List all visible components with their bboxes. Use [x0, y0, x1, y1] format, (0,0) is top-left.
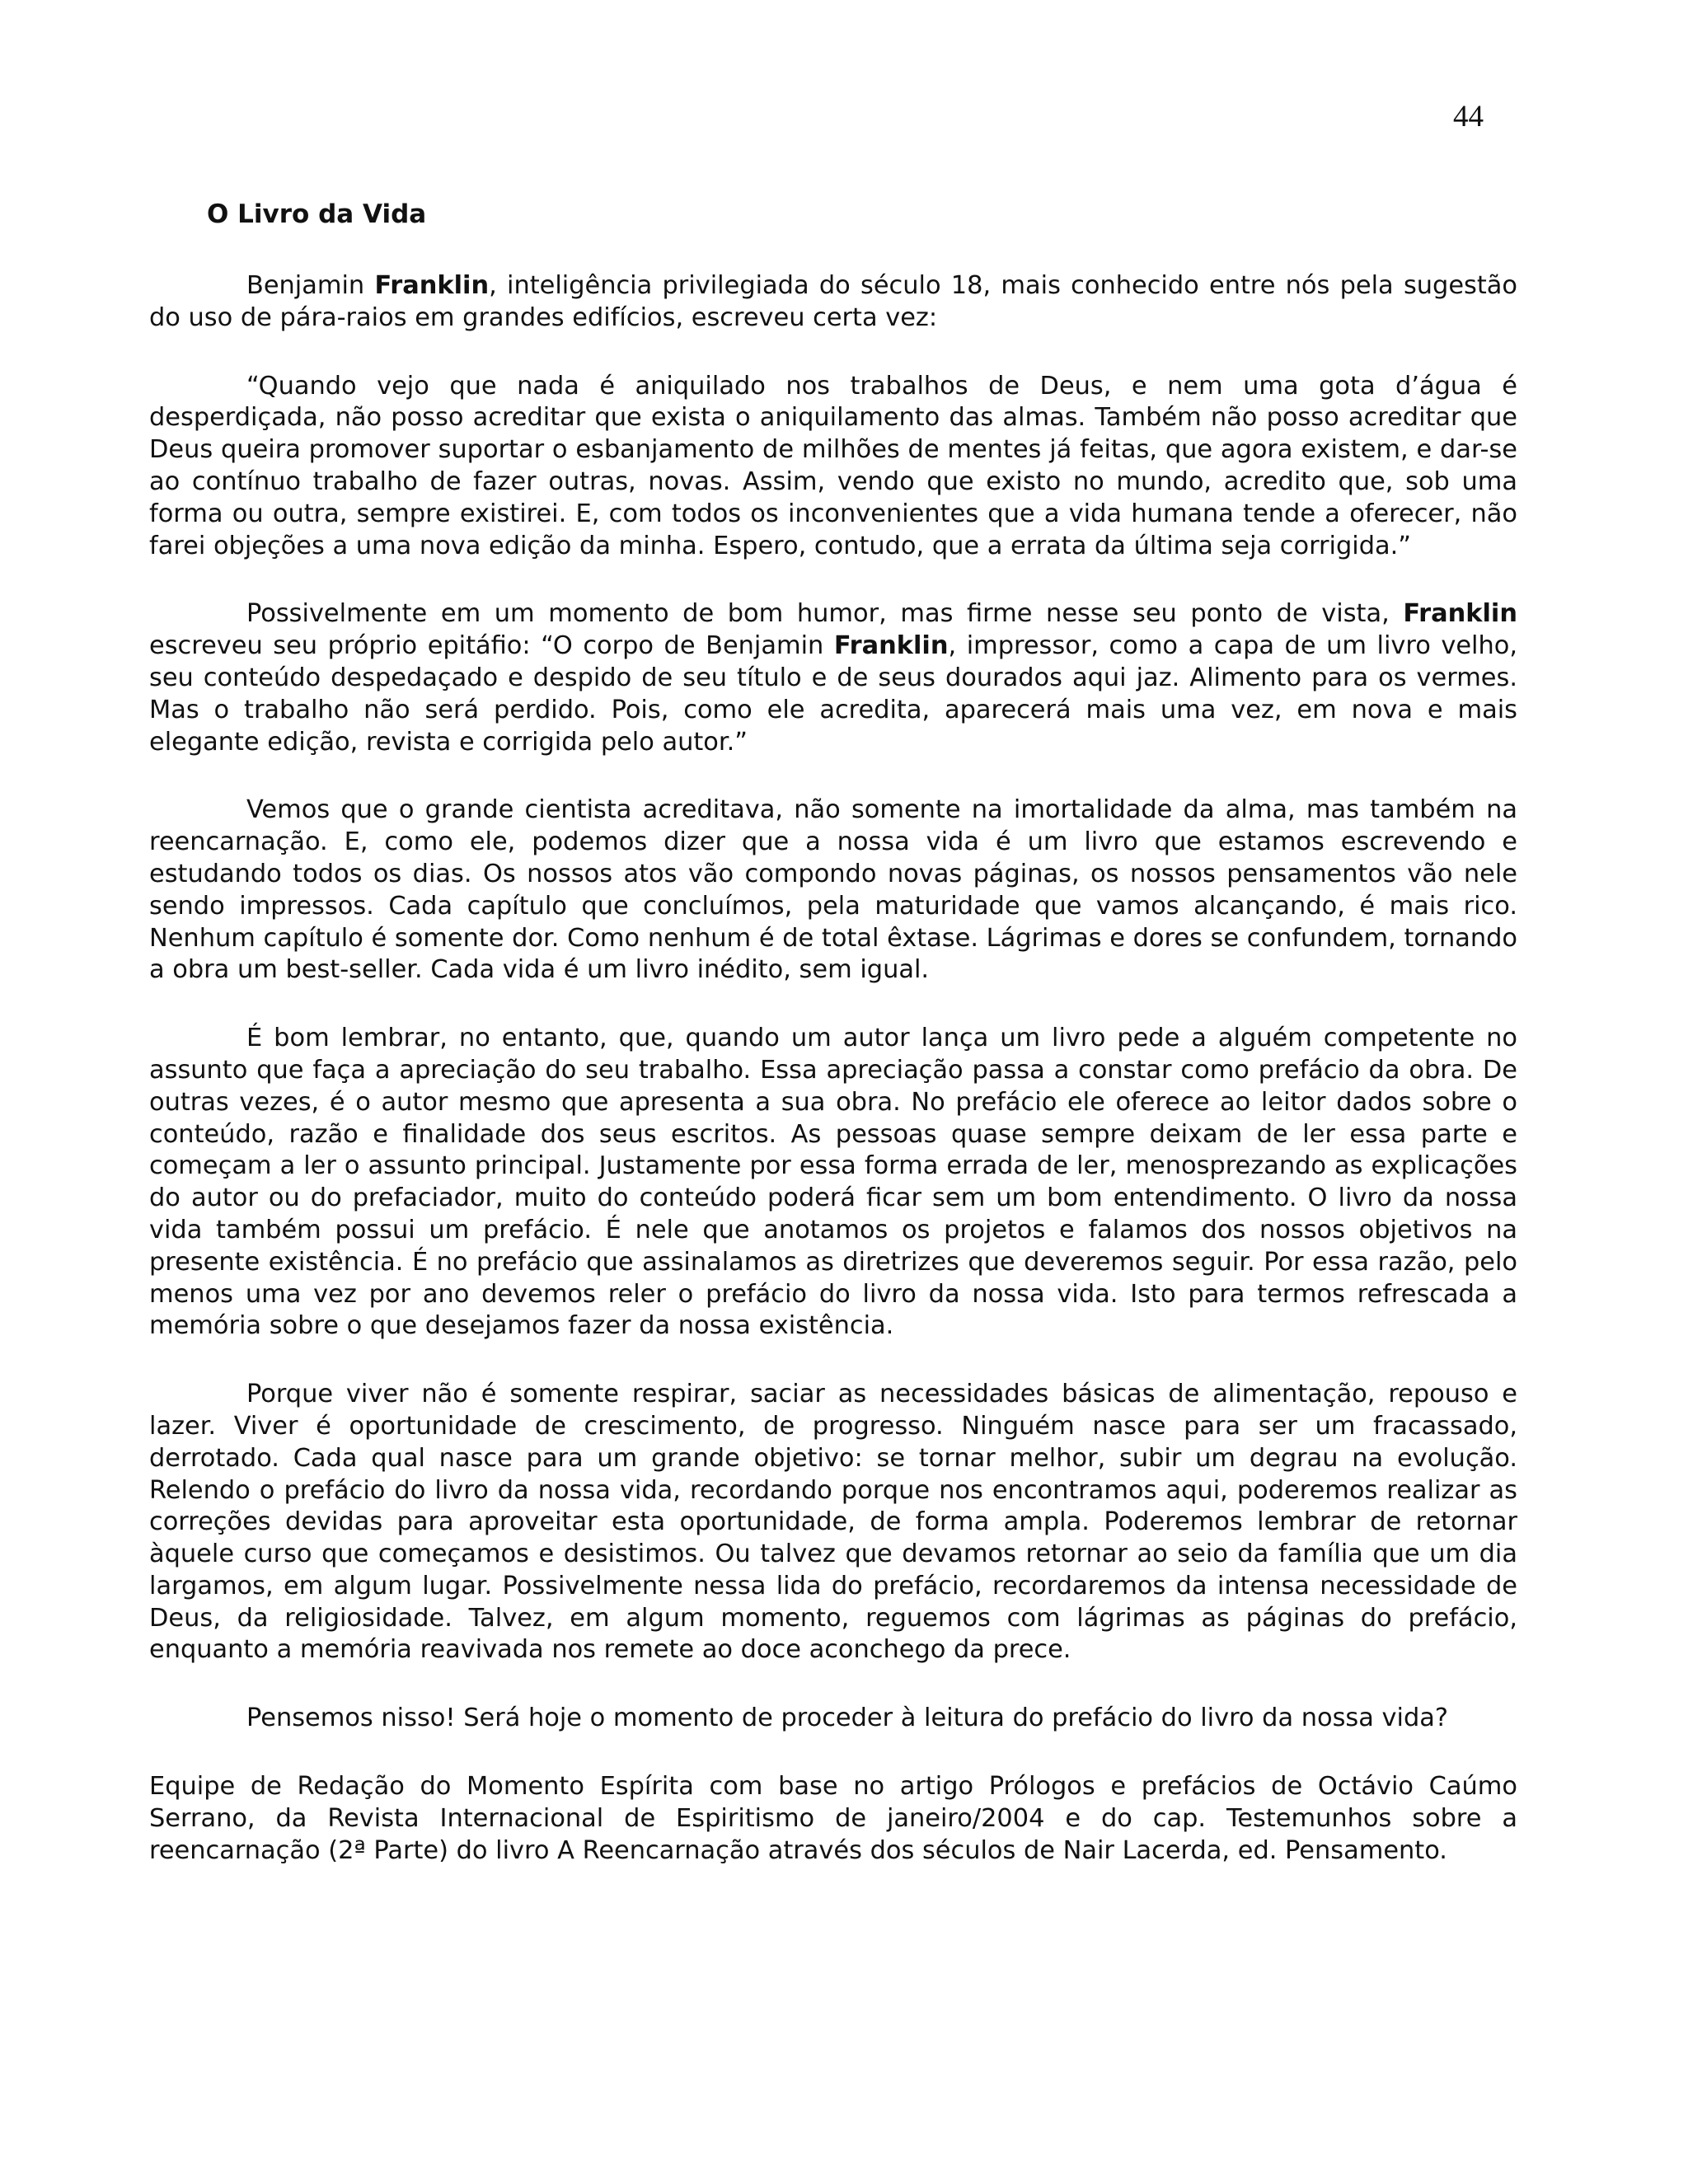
- text-segment: “Quando vejo que nada é aniquilado nos trabalhos de Deus, e nem uma gota d’água é desperdiçada, não posso acreditar que exista o aniquilamento das almas. Também não posso acreditar que Deus queira promover suportar o esbanjamento de milhões de mentes já feitas, que agora existem, e dar-se ao contínuo trabalho de fazer outras, novas. Assim, vendo que existo no mundo, acredito que, sob uma forma ou outra, sempre existirei. E, com todos os inconvenientes que a vida humana tende a oferecer, não farei objeções a uma nova edição da minha. Espero, contudo, que a errata da última seja corrigida.”: [149, 371, 1517, 560]
- paragraph: [149, 371, 1517, 563]
- paragraph: [149, 598, 1517, 758]
- bold-name: Franklin: [833, 631, 949, 661]
- text-segment: Possivelmente em um momento de bom humor, mas firme nesse seu ponto de vista,: [246, 599, 1404, 629]
- paragraph: [149, 270, 1517, 335]
- text-segment: , impressor, como a capa de um livro velho, seu conteúdo despedaçado e despido de seu título e de seus dourados aqui jaz. Alimento para os vermes. Mas o trabalho não será perdido. Pois, como ele acredita, aparecerá mais uma vez, em nova e mais elegante edição, revista e corrigida pelo autor.”: [149, 631, 1517, 757]
- text-segment: Pensemos nisso! Será hoje o momento de proceder à leitura do prefácio do livro da nossa vida?: [246, 1704, 1449, 1733]
- page-number: 44: [1453, 100, 1484, 134]
- text-segment: Benjamin: [246, 271, 375, 300]
- paragraph-list: [149, 270, 1517, 1867]
- text-segment: , inteligência privilegiada do século 18, mais conhecido entre nós pela sugestão do uso de pára-raios em grandes edifícios, escreveu certa vez:: [149, 271, 1517, 332]
- document-body: [149, 198, 1517, 1903]
- bold-name: Franklin: [374, 271, 490, 300]
- text-segment: Vemos que o grande cientista acreditava, não somente na imortalidade da alma, mas também na reencarnação. E, como ele, podemos dizer que a nossa vida é um livro que estamos escrevendo e estudando todos os dias. Os nossos atos vão compondo novas páginas, os nossos pensamentos vão nele sendo impressos. Cada capítulo que concluímos, pela maturidade que vamos alcançando, é mais rico. Nenhum capítulo é somente dor. Como nenhum é de total êxtase. Lágrimas e dores se confundem, tornando a obra um best-seller. Cada vida é um livro inédito, sem igual.: [149, 795, 1517, 985]
- paragraph: [149, 1703, 1517, 1735]
- source-citation: [149, 1771, 1517, 1867]
- paragraph: [149, 1023, 1517, 1343]
- paragraph: [149, 1379, 1517, 1666]
- document-title: O Livro da Vida: [207, 199, 427, 229]
- text-segment: É bom lembrar, no entanto, que, quando um autor lança um livro pede a alguém competente no assunto que faça a apreciação do seu trabalho. Essa apreciação passa a constar como prefácio da obra. De outras vezes, é o autor mesmo que apresenta a sua obra. No prefácio ele oferece ao leitor dados sobre o conteúdo, razão e finalidade dos seus escritos. As pessoas quase sempre deixam de ler essa parte e começam a ler o assunto principal. Justamente por essa forma errada de ler, menosprezando as explicações do autor ou do prefaciador, muito do conteúdo poderá ficar sem um bom entendimento. O livro da nossa vida também possui um prefácio. É nele que anotamos os projetos e falamos dos nossos objetivos na presente existência. É no prefácio que assinalamos as diretrizes que deveremos seguir. Por essa razão, pelo menos uma vez por ano devemos reler o prefácio do livro da nossa vida. Isto para termos refrescada a memória sobre o que desejamos fazer da nossa existência.: [149, 1024, 1517, 1341]
- text-segment: Equipe de Redação do Momento Espírita com base no artigo Prólogos e prefácios de Octávio Caúmo Serrano, da Revista Internacional de Espiritismo de janeiro/2004 e do cap. Testemunhos sobre a reencarnação (2ª Parte) do livro A Reencarnação através dos séculos de Nair Lacerda, ed. Pensamento.: [149, 1772, 1517, 1865]
- bold-name: Franklin: [1403, 599, 1517, 629]
- text-segment: Porque viver não é somente respirar, saciar as necessidades básicas de alimentação, repouso e lazer. Viver é oportunidade de crescimento, de progresso. Ninguém nasce para ser um fracassado, derrotado. Cada qual nasce para um grande objetivo: se tornar melhor, subir um degrau na evolução. Relendo o prefácio do livro da nossa vida, recordando porque nos encontramos aqui, poderemos realizar as correções devidas para aproveitar esta oportunidade, de forma ampla. Poderemos lembrar de retornar àquele curso que começamos e desistimos. Ou talvez que devamos retornar ao seio da família que um dia largamos, em algum lugar. Possivelmente nessa lida do prefácio, recordaremos da intensa necessidade de Deus, da religiosidade. Talvez, em algum momento, reguemos com lágrimas as páginas do prefácio, enquanto a memória reavivada nos remete ao doce aconchego da prece.: [149, 1380, 1517, 1665]
- paragraph: [149, 794, 1517, 987]
- text-segment: escreveu seu próprio epitáfio: “O corpo de Benjamin: [149, 631, 834, 661]
